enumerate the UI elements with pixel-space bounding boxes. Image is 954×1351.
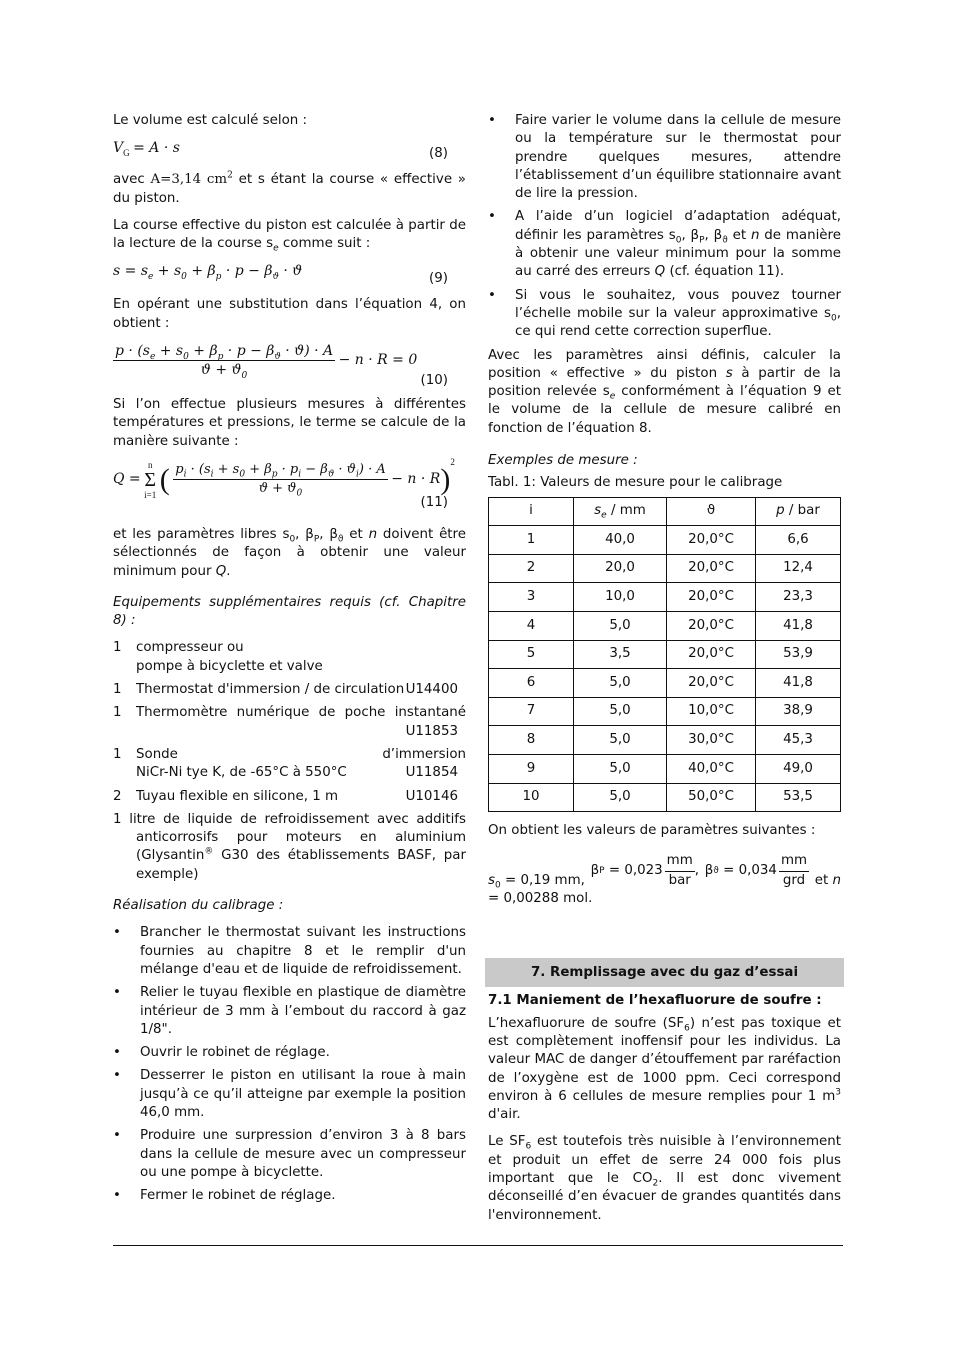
- table-cell: 20,0°C: [667, 612, 756, 641]
- table-row: [489, 612, 841, 641]
- course-paragraph: La course effective du piston est calculée à partir de la lecture de la course $s_e$ comme suit :: [113, 217, 466, 254]
- table-cell: 53,9: [756, 640, 841, 669]
- parameter-values: $s_0 = 0,19$ mm, β P = 0,023 $\frac{mm}{\text{bar}}$ , β ϑ = 0,034 $\frac{mm}{\text{grd}}$ et n = 0,00288 mol.: [488, 853, 841, 907]
- table-cell: 7: [489, 697, 574, 726]
- substitution-paragraph: En opérant une substitution dans l’équation 4, on obtient :: [113, 297, 466, 331]
- table-cell: 5,0: [574, 669, 667, 698]
- table-cell: 53,5: [756, 783, 841, 812]
- avec-paragraph: [113, 171, 466, 208]
- eq8-lhs: V: [113, 140, 124, 157]
- table-cell: 40,0°C: [667, 754, 756, 783]
- equip-item: 1 Thermomètre numérique de poche instantané U11853: [113, 705, 466, 739]
- eq11-tail: − n · R: [391, 471, 441, 488]
- equation-11: Q = n Σ i=1 ( $\frac{p_i \cdot (s_i + s_0 + \beta_p \cdot p_i - \beta_ϑ \cdot ϑ_i) \cdot A}{ϑ + ϑ_0}$ − n · R)$^2$ (11): [113, 460, 466, 518]
- table-cell: 20,0°C: [667, 583, 756, 612]
- environment-paragraph: Le $SF_6$ est toutefois très nuisible à l’environnement et produit un effet de serre 24 000 fois plus important que le $CO_2$. Il est donc vivement déconseillé d’en évacuer de grandes quantités dans l'environnement.: [488, 1134, 842, 1223]
- table-row: [489, 526, 841, 555]
- table-cell: 3,5: [574, 640, 667, 669]
- eq8-number: (8): [429, 146, 448, 162]
- table-row: [489, 754, 841, 783]
- table-cell: 5: [489, 640, 574, 669]
- table-cell: 5,0: [574, 726, 667, 755]
- eq11-fraction: $\frac{p_i \cdot (s_i + s_0 + \beta_p \cdot p_i - \beta_ϑ \cdot ϑ_i) \cdot A}{ϑ + ϑ_0}$: [175, 462, 386, 500]
- table-cell: 4: [489, 612, 574, 641]
- table-cell: 6,6: [756, 526, 841, 555]
- table-cell: 40,0: [574, 526, 667, 555]
- table-cell: 20,0°C: [667, 669, 756, 698]
- realisation-heading: Réalisation du calibrage :: [113, 898, 284, 914]
- bullet-item: • Desserrer le piston en utilisant la roue à main jusqu’à ce qu’il atteigne par exemple la position 46,0 mm.: [113, 1068, 466, 1120]
- table-cell: 8: [489, 726, 574, 755]
- table-row: [489, 583, 841, 612]
- table-cell: 20,0°C: [667, 526, 756, 555]
- area-expr: A=3,14 $cm^2$: [150, 170, 233, 188]
- table-cell: 20,0°C: [667, 554, 756, 583]
- table-row: [489, 640, 841, 669]
- table-row: [489, 726, 841, 755]
- table-cell: 49,0: [756, 754, 841, 783]
- col-header-theta: ϑ: [667, 497, 756, 526]
- eq10-fraction: $\frac{p \cdot (s_e + s_0 + \beta_p \cdot p - \beta_ϑ \cdot ϑ) \cdot A}{ϑ + ϑ_0}$: [115, 343, 334, 382]
- table-cell: 6: [489, 669, 574, 698]
- table-cell: 5,0: [574, 754, 667, 783]
- avec-label: avec: [113, 172, 145, 188]
- bullet-item: • Si vous le souhaitez, vous pouvez tourner l’échelle mobile sur la valeur approximative $s_0$, ce qui rend cette correction superflue.: [488, 287, 841, 340]
- col-header-i: i: [489, 497, 574, 526]
- bullet-item: • A l’aide d’un logiciel d’adaptation adéquat, définir les paramètres $s_0$, $\beta_P$, $\beta_ϑ$ et n de manière à obtenir une valeur minimum pour la somme au carré des erreurs Q (cf. équation 11).: [488, 209, 842, 280]
- table-cell: 5,0: [574, 612, 667, 641]
- bullet-item: • Relier le tuyau flexible en plastique de diamètre intérieur de 3 mm à l’embout du raccord à gaz 1/8".: [113, 985, 466, 1037]
- table-row: [489, 554, 841, 583]
- equation-8: [113, 139, 466, 167]
- equation-9: [113, 262, 466, 296]
- equip-item: 2 Tuyau flexible en silicone, 1 m U10146: [113, 788, 458, 804]
- table-cell: 2: [489, 554, 574, 583]
- table-cell: 45,3: [756, 726, 841, 755]
- obtient-paragraph: On obtient les valeurs de paramètres suivantes :: [488, 823, 816, 839]
- sf6-paragraph: L’hexafluorure de soufre $(SF_6)$ n’est pas toxique et est complètement inoffensif pour les individus. La valeur MAC de danger d’étouffement par raréfaction de l’oxygène est de 1000 ppm. Ceci correspond environ à 6 cellules de mesure remplies pour 1 $m^3$ d'air.: [488, 1015, 841, 1123]
- table-cell: 30,0°C: [667, 726, 756, 755]
- eq11-number: (11): [420, 494, 448, 510]
- eq8-lhs-sub: G: [123, 148, 130, 159]
- table-row: [489, 783, 841, 812]
- table-cell: 38,9: [756, 697, 841, 726]
- bullet-item: • Ouvrir le robinet de réglage.: [113, 1045, 330, 1061]
- table-cell: 3: [489, 583, 574, 612]
- equation-10: [113, 342, 466, 390]
- footer-rule: [113, 1245, 843, 1246]
- eq8-rhs: = A · s: [133, 140, 180, 157]
- table-row: [489, 669, 841, 698]
- table-cell: 9: [489, 754, 574, 783]
- table-cell: 5,0: [574, 783, 667, 812]
- sub-heading: 7.1 Maniement de l’hexafluorure de soufre :: [488, 993, 822, 1009]
- equip-item: 1 Thermostat d'immersion / de circulation U14400: [113, 682, 458, 698]
- avec-rest: et s étant la course « effective » du piston.: [113, 172, 466, 206]
- table-cell: 50,0°C: [667, 783, 756, 812]
- right-column: [488, 112, 841, 1234]
- table-cell: 12,4: [756, 554, 841, 583]
- params-paragraph: et les paramètres libres $s_0$, $\beta_P$, $\beta_ϑ$ et n doivent être sélectionnés de façon à obtenir une valeur minimum pour Q.: [113, 526, 467, 579]
- col-header-p: p / bar: [756, 497, 841, 526]
- table-caption: Tabl. 1: Valeurs de mesure pour le calibrage: [488, 475, 783, 491]
- volume-intro: Le volume est calculé selon :: [113, 113, 308, 128]
- equip-item: 1 compresseur ou pompe à bicyclette et valve: [113, 640, 323, 674]
- table-header-row: [489, 497, 841, 526]
- bullet-item: • Produire une surpression d’environ 3 à 8 bars dans la cellule de mesure avec un compresseur ou une pompe à bicyclette.: [113, 1128, 466, 1180]
- eq9-number: (9): [429, 271, 448, 287]
- bullet-item: • Faire varier le volume dans la cellule de mesure ou la température sur le thermostat pour prendre quelques mesures, attendre l’établissement d’un équilibre stationnaire avant de lire la pression.: [488, 113, 841, 202]
- table-row: [489, 697, 841, 726]
- table-cell: 1: [489, 526, 574, 555]
- table-cell: 10,0: [574, 583, 667, 612]
- table-cell: 10: [489, 783, 574, 812]
- calibration-table: [488, 497, 841, 813]
- eq11-lhs: Q =: [113, 471, 141, 488]
- section-title: 7. Remplissage avec du gaz d’essai: [485, 958, 844, 987]
- eq10-number: (10): [420, 373, 448, 389]
- table-cell: 20,0°C: [667, 640, 756, 669]
- table-cell: 41,8: [756, 669, 841, 698]
- col-header-se: $s_e$ / mm: [574, 497, 667, 526]
- table-cell: 5,0: [574, 697, 667, 726]
- plusieurs-paragraph: Si l’on effectue plusieurs mesures à différentes températures et pressions, le terme se calcule de la manière suivante :: [113, 397, 466, 449]
- table-cell: 10,0°C: [667, 697, 756, 726]
- equip-item: 1 Sonde d’immersion NiCr-Ni tye K, de -65°C à 550°C U11854: [113, 746, 466, 781]
- table-cell: 41,8: [756, 612, 841, 641]
- eq10-tail: − n · R = 0: [338, 352, 418, 369]
- table-cell: 23,3: [756, 583, 841, 612]
- table-cell: 20,0: [574, 554, 667, 583]
- left-column: [113, 112, 466, 1210]
- eq9-expr: $s = s_e + s_0 + \beta_p \cdot p - \beta_ϑ \cdot ϑ$: [113, 263, 303, 283]
- examples-heading: Exemples de mesure :: [488, 453, 638, 469]
- sum-symbol: n Σ i=1: [144, 459, 157, 500]
- bullet-item: • Fermer le robinet de réglage.: [113, 1188, 336, 1204]
- avec-params-paragraph: Avec les paramètres ainsi définis, calculer la position « effective » du piston s à partir de la position relevée $s_e$ conformément à l’équation 9 et le volume de la cellule de mesure calibré en fonction de l’équation 8.: [488, 347, 841, 436]
- equip-coolant: 1 litre de liquide de refroidissement avec additifs anticorrosifs pour moteurs en aluminium (Glysantin® G30 des établissements BASF, par exemple): [113, 811, 466, 882]
- equip-heading: Equipements supplémentaires requis (cf. Chapitre 8) :: [113, 594, 466, 629]
- bullet-item: • Brancher le thermostat suivant les instructions fournies au chapitre 8 et le remplir d'un mélange d'eau et de liquide de refroidissement.: [113, 925, 466, 977]
